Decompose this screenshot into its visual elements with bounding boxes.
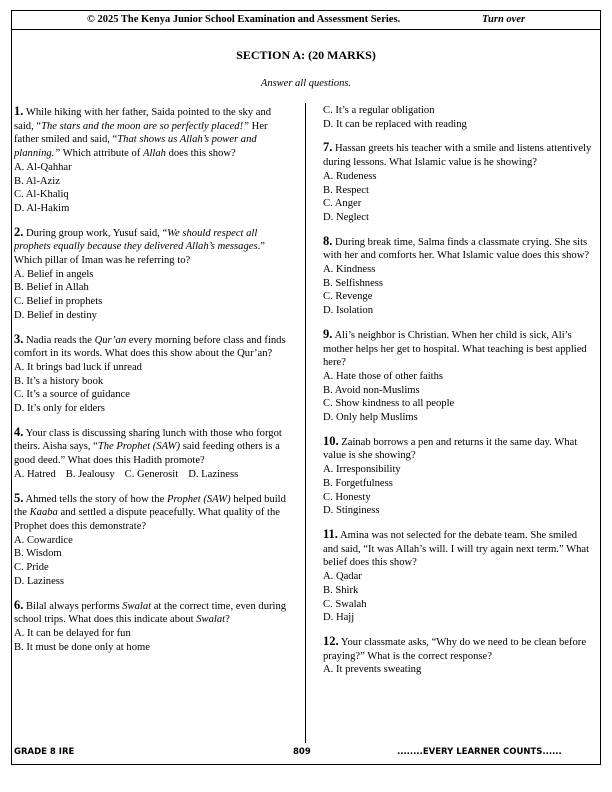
- column-divider: [305, 103, 306, 743]
- stem-text: Amina was not selected for the debate team. She smiled and said, “It was Allah’s will. I will try again next term.” What belief does this show?: [323, 529, 590, 569]
- option-d: D. Neglect: [323, 211, 369, 223]
- inline-options: [14, 468, 292, 482]
- stem-italic: The Prophet (SAW): [97, 441, 181, 453]
- stem-text: During group work, Yusuf said, “: [23, 227, 168, 239]
- option-b: B. It’s a history book: [14, 375, 104, 387]
- grade-label: GRADE 8 IRE: [14, 747, 75, 757]
- question-2-stem: [14, 226, 292, 268]
- stem-text: said feeding others is a good deed.” What does this Hadith promote?: [14, 441, 280, 467]
- stem-text: Ali’s neighbor is Christian. When her child is sick, Ali’s mother helps her get to hospital. What teaching is best applied here?: [323, 329, 587, 369]
- stem-text: does this show?: [165, 148, 236, 160]
- stem-text: helped build the: [14, 493, 286, 519]
- copyright-text: © 2025 The Kenya Junior School Examination and Assessment Series.: [87, 14, 401, 25]
- stem-text: Hassan greets his teacher with a smile and listens attentively during lessons. What Islamic value is he showing?: [323, 143, 592, 169]
- question-7: [323, 141, 595, 224]
- page-footer: [12, 744, 600, 762]
- option-d: D. Only help Muslims: [323, 412, 418, 424]
- question-3-stem: [14, 333, 292, 361]
- question-2: [14, 226, 292, 323]
- stem-text: During break time, Salma finds a classmate crying. She sits with her and comforts her. What Islamic value does this show?: [323, 236, 590, 262]
- stem-italic: Qur’an: [94, 334, 127, 346]
- option-c: C. Honesty: [323, 491, 371, 503]
- question-number: 2.: [14, 224, 24, 239]
- stem-text: every morning before class and finds comfort in its words. What does this show about the Qur’an?: [14, 334, 286, 360]
- option-c: C. Revenge: [323, 291, 373, 303]
- question-10: [323, 435, 595, 518]
- option-c: C. It’s a regular obligation: [323, 105, 435, 116]
- stem-italic: Kaaba: [29, 507, 58, 519]
- stem-italic: Allah: [142, 148, 166, 160]
- stem-text: Her father smiled and said, “: [14, 120, 268, 146]
- footer-motto: ........EVERY LEARNER COUNTS......: [397, 747, 562, 757]
- left-column: [14, 105, 292, 664]
- option-b: B. Shirk: [323, 584, 359, 596]
- question-number: 5.: [14, 490, 24, 505]
- option-a: A. Irresponsibility: [323, 464, 401, 476]
- option-c: C. It’s a source of guidance: [14, 389, 130, 401]
- option-b: B. It must be done only at home: [14, 641, 150, 653]
- question-4-stem: [14, 426, 292, 468]
- page-header: [12, 11, 600, 30]
- exam-page: [11, 10, 601, 765]
- option-b: B. Jealousy: [65, 468, 115, 480]
- question-6: [14, 599, 292, 655]
- option-b: B. Avoid non-Muslims: [323, 384, 420, 396]
- option-a: A. It can be delayed for fun: [14, 627, 131, 639]
- option-b: B. Respect: [323, 184, 369, 196]
- option-d: D. Hajj: [323, 612, 355, 624]
- turn-over-text: Turn over: [482, 14, 526, 25]
- question-9: [323, 328, 595, 425]
- stem-text: ?: [225, 614, 230, 626]
- stem-text: Ahmed tells the story of how the: [23, 493, 167, 505]
- stem-text: at the correct time, even during school trips. What does this indicate about: [14, 600, 287, 626]
- question-number: 6.: [14, 597, 24, 612]
- question-number: 9.: [323, 326, 333, 341]
- question-5: [14, 492, 292, 589]
- question-7-stem: [323, 141, 595, 169]
- option-d: D. It’s only for elders: [14, 403, 105, 415]
- question-6-continued: [323, 104, 595, 131]
- question-number: 3.: [14, 331, 24, 346]
- question-number: 12.: [323, 633, 339, 648]
- option-a: A. Belief in angels: [14, 268, 94, 280]
- option-a: A. Kindness: [323, 264, 376, 276]
- option-a: A. It prevents sweating: [323, 664, 422, 676]
- page-number: 809: [293, 747, 311, 757]
- option-c: C. Show kindness to all people: [323, 398, 455, 410]
- stem-italic: We should respect all prophets equally because they delivered Allah’s messages: [14, 227, 258, 253]
- option-d: D. Laziness: [14, 575, 65, 587]
- stem-italic: Swalat: [122, 600, 152, 612]
- stem-italic: The stars and the moon are so perfectly placed!”: [41, 120, 250, 132]
- stem-text: Nadia reads the: [23, 334, 95, 346]
- stem-italic: Swalat: [196, 614, 226, 626]
- stem-italic: That shows us Allah’s power and planning.”: [14, 134, 257, 160]
- option-c: C. Al-Khaliq: [14, 189, 69, 201]
- stem-text: and settled a dispute peacefully. What quality of the Prophet does this demonstrate?: [14, 507, 280, 532]
- option-a: A. Cowardice: [14, 534, 73, 546]
- instructions: Answer all questions.: [260, 78, 352, 89]
- option-a: A. Rudeness: [323, 170, 377, 182]
- stem-text: While hiking with her father, Saida pointed to the sky and said, “: [14, 107, 272, 132]
- question-4: [14, 426, 292, 482]
- option-d: D. It can be replaced with reading: [323, 118, 467, 130]
- stem-text: Which attribute of: [60, 148, 143, 160]
- option-d: D. Belief in destiny: [14, 309, 97, 321]
- question-1: [14, 105, 292, 216]
- option-a: A. It brings bad luck if unread: [14, 361, 142, 373]
- stem-text: .” Which pillar of Iman was he referring to?: [14, 241, 265, 267]
- question-11: [323, 528, 595, 625]
- option-a: A. Al-Qahhar: [14, 161, 72, 173]
- question-12: [323, 635, 595, 677]
- option-c: C. Anger: [323, 198, 362, 210]
- option-d: D. Isolation: [323, 305, 374, 317]
- option-b: B. Selfishness: [323, 277, 384, 289]
- stem-text: Zainab borrows a pen and returns it the same day. What value is she showing?: [323, 436, 578, 462]
- option-a: A. Qadar: [323, 571, 362, 583]
- question-number: 10.: [323, 433, 339, 448]
- option-c: C. Pride: [14, 562, 49, 574]
- option-d: D. Laziness: [188, 468, 239, 480]
- question-number: 7.: [323, 140, 333, 155]
- stem-text: Your class is discussing sharing lunch with those who forgot theirs. Aisha says, “: [14, 427, 282, 453]
- stem-text: Your classmate asks, “Why do we need to be clean before praying?” What is the correct response?: [323, 636, 587, 662]
- question-number: 4.: [14, 424, 24, 439]
- option-c: C. Generosit: [124, 468, 179, 480]
- question-number: 8.: [323, 233, 333, 248]
- question-8: [323, 235, 595, 318]
- option-d: D. Stinginess: [323, 505, 380, 517]
- option-a: A. Hate those of other faiths: [323, 370, 444, 382]
- option-b: B. Wisdom: [14, 548, 62, 560]
- option-b: B. Belief in Allah: [14, 282, 89, 294]
- stem-italic: Prophet (SAW): [166, 493, 231, 505]
- question-8-stem: [323, 235, 595, 263]
- option-d: D. Al-Hakim: [14, 202, 70, 214]
- question-1-stem: [14, 105, 292, 161]
- question-9-stem: [323, 328, 595, 370]
- option-c: C. Swalah: [323, 598, 367, 610]
- question-3: [14, 333, 292, 416]
- stem-text: Bilal always performs: [23, 600, 123, 612]
- option-c: C. Belief in prophets: [14, 296, 103, 308]
- option-b: B. Forgetfulness: [323, 477, 393, 489]
- option-b: B. Al-Aziz: [14, 175, 60, 187]
- question-12-stem: [323, 635, 595, 663]
- question-5-stem: [14, 492, 292, 534]
- question-11-stem: [323, 528, 595, 570]
- question-number: 11.: [323, 526, 338, 541]
- section-title: SECTION A: (20 MARKS): [236, 48, 376, 62]
- question-6-stem: [14, 599, 292, 627]
- question-10-stem: [323, 435, 595, 463]
- option-a: A. Hatred: [14, 468, 56, 480]
- question-number: 1.: [14, 104, 24, 118]
- right-column: [323, 104, 595, 687]
